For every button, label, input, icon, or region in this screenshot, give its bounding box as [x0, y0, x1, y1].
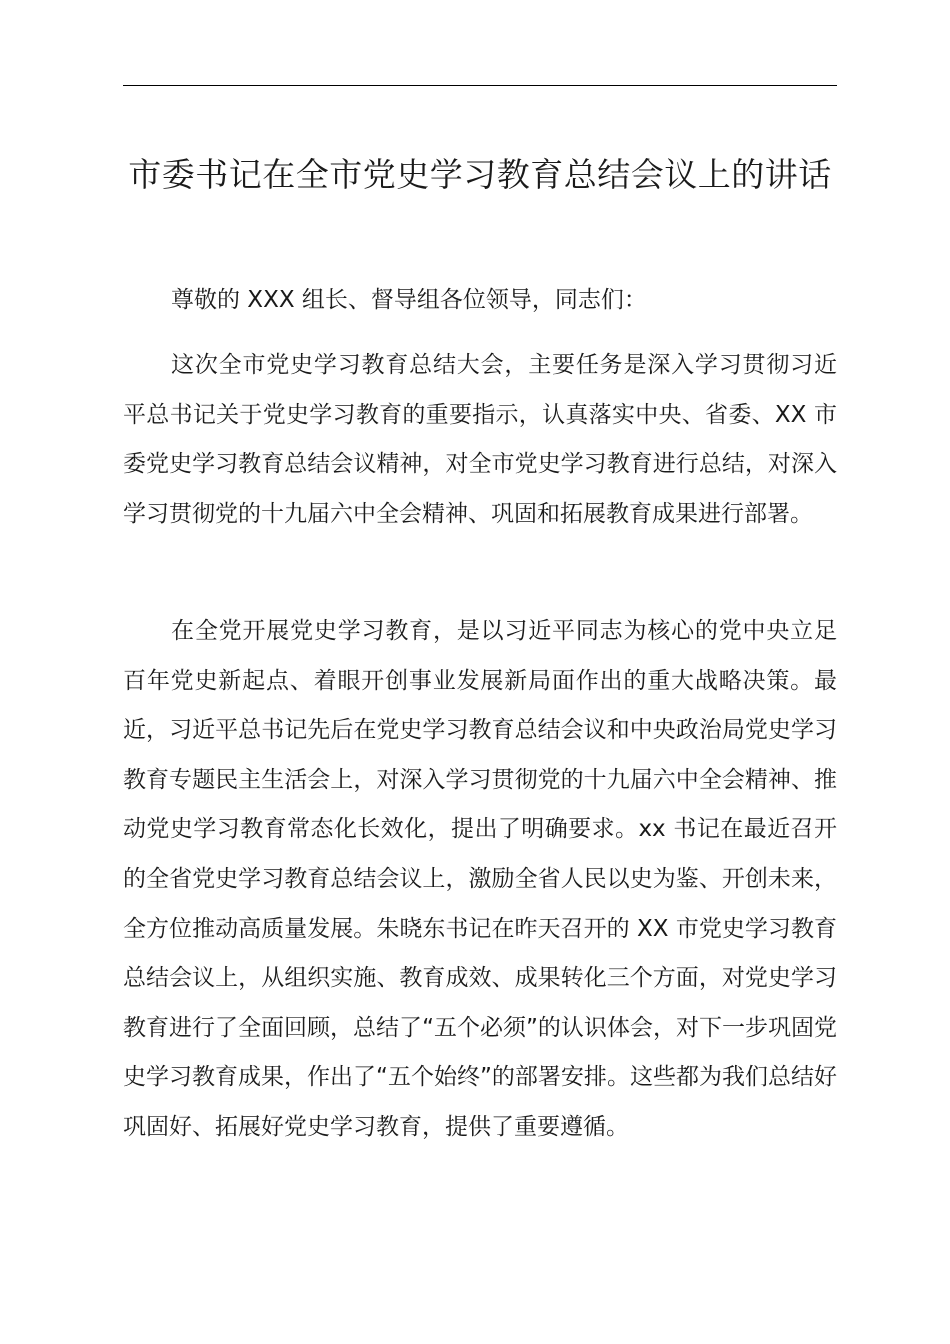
paragraph-2: 在全党开展党史学习教育，是以习近平同志为核心的党中央立足百年党史新起点、着眼开创事业发展新局面作出的重大战略决策。最近，习近平总书记先后在党史学习教育总结会议和中央政治局党史学习教育专题民主生活会上，对深入学习贯彻党的十九届六中全会精神、推动党史学习教育常态化长效化，提出了明确要求。xx 书记在最近召开的全省党史学习教育总结会议上，激励全省人民以史为鉴、开创未来，全方位推动高质量发展。朱晓东书记在昨天召开的 XX 市党史学习教育总结会议上，从组织实施、教育成效、成果转化三个方面，对党史学习教育进行了全面回顾，总结了“五个必须”的认识体会，对下一步巩固党史学习教育成果，作出了“五个始终”的部署安排。这些都为我们总结好巩固好、拓展好党史学习教育，提供了重要遵循。 — [123, 618, 837, 1140]
header-rule — [123, 85, 837, 86]
salutation: 尊敬的 XXX 组长、督导组各位领导，同志们： — [171, 287, 647, 313]
paragraph-1: 这次全市党史学习教育总结大会，主要任务是深入学习贯彻习近平总书记关于党史学习教育的重要指示，认真落实中央、省委、XX 市委党史学习教育总结会议精神，对全市党史学习教育进行总结，对深入学习贯彻党的十九届六中全会精神、巩固和拓展教育成果进行部署。 — [123, 352, 837, 527]
document-title: 市委书记在全市党史学习教育总结会议上的讲话 — [128, 155, 832, 194]
